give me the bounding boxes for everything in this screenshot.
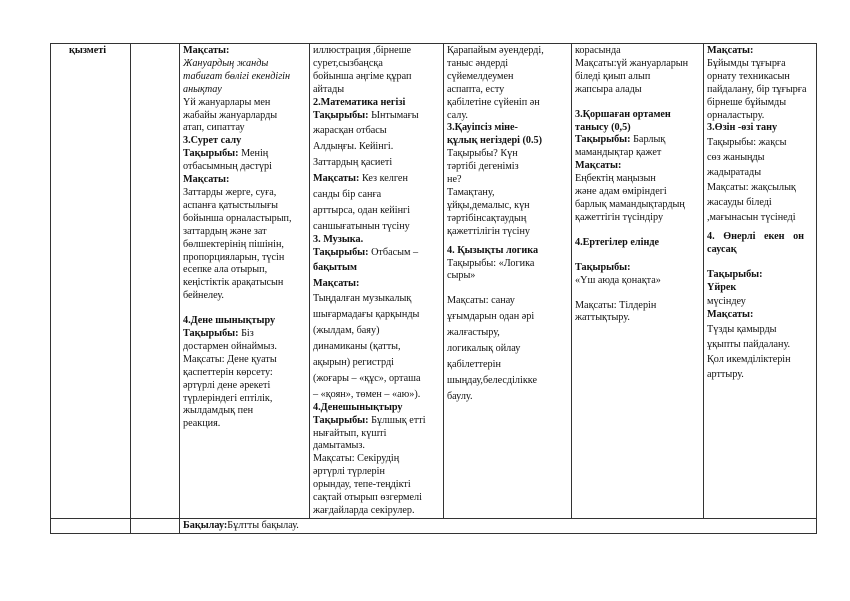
- cell-line: ,мағынасын түсінеді: [707, 211, 796, 223]
- cell-line: Мақсаты: санау: [447, 295, 515, 307]
- cell-line: отбасымның дәстүрі: [183, 161, 272, 173]
- cell-line: иллюстрация ,бірнеше: [313, 45, 412, 56]
- goal-heading: Мақсаты:: [707, 45, 754, 56]
- cell-line: достармен ойнаймыз.: [183, 340, 277, 352]
- cell-line: ұқыпты пайдалану.: [707, 339, 791, 351]
- cell-line: дамытамыз.: [313, 440, 365, 452]
- goal-heading: Мақсаты:: [313, 277, 360, 289]
- cell-line: пайдалану, бір тұғырға: [707, 83, 807, 95]
- cell-line: қаспеттерін көрсету:: [183, 366, 273, 378]
- cell-line: саншығатынын түсіну: [313, 220, 410, 232]
- topic-label: Тақырыбы:: [313, 246, 369, 258]
- subject-heading: 3.Өзін -өзі тану: [707, 122, 778, 134]
- cell-line: мүсіндеу: [707, 296, 746, 308]
- cell-line: бөлшектерінің пішінін,: [183, 238, 284, 250]
- cell-line: – «қоян», төмен – «аю»).: [313, 388, 421, 400]
- cell-line: Жануардың жанды: [183, 57, 269, 69]
- cell-line: баулу.: [447, 390, 473, 402]
- day-cell-1: [180, 44, 310, 519]
- cell-line: түрлеріндегі ептілік,: [183, 392, 273, 404]
- cell-line: сыры»: [447, 270, 476, 282]
- cell-line: пропорцияларын, түсін: [183, 251, 285, 263]
- subject-heading: 4.Дене шынықтыру: [183, 315, 276, 327]
- cell-line: ұйқы,демалыс, күн: [447, 199, 530, 211]
- cell-line: (жоғары – «құс», орташа: [313, 372, 421, 384]
- cell-line: табиғат бөлігі екендігін: [183, 70, 291, 82]
- cell-line: Еңбектің маңызын: [575, 173, 656, 185]
- cell-line: жағдайларда секірулер.: [313, 505, 415, 516]
- goal-value: Кез келген: [359, 173, 408, 185]
- goal-label: Мақсаты:: [313, 173, 360, 185]
- cell-line: аспапта, есту: [447, 83, 505, 95]
- cell-line: біледі қиып алып: [575, 70, 651, 82]
- schedule-table: [50, 43, 817, 534]
- cell-line: сақтай отырып өзгермелі: [313, 492, 422, 504]
- cell-line: Тамақтану,: [447, 186, 495, 198]
- topic-value: Біз: [238, 328, 254, 340]
- cell-line: бойынша әңгіме құрап: [313, 70, 412, 82]
- topic-label: Тақырыбы:: [183, 328, 239, 340]
- row-label-cell: [51, 44, 131, 519]
- empty-cell: [131, 44, 180, 519]
- cell-line: айтады: [313, 83, 345, 95]
- cell-line: қажеттілігін түсіну: [447, 225, 530, 237]
- subject-heading: 3.Сурет салу: [183, 135, 242, 147]
- cell-line: арттыру.: [707, 368, 744, 380]
- cell-line: Тақырыбы: жақсы: [707, 137, 787, 149]
- cell-line: жадыратады: [707, 167, 762, 179]
- cell-line: қабілетіне сүйеніп ән: [447, 96, 540, 108]
- cell-line: Тақырыбы? Күн: [447, 148, 518, 160]
- cell-line: динамиканы (қатты,: [313, 341, 401, 353]
- cell-line: заттардың және зат: [183, 225, 267, 237]
- activity-row: [51, 44, 817, 519]
- cell-line: Заттарды жерге, суға,: [183, 186, 277, 198]
- cell-line: ақырын) регистрді: [313, 357, 394, 369]
- cell-line: орындау, тепе-теңдікті: [313, 479, 411, 491]
- cell-line: Қол икемділіктерін: [707, 354, 791, 366]
- cell-line: анықтау: [183, 83, 222, 95]
- cell-line: жарасқан отбасы: [313, 125, 387, 137]
- observation-text: Бұлтты бақылау.: [227, 519, 299, 531]
- topic-label: Тақырыбы:: [313, 414, 369, 426]
- topic-label: Тақырыбы:: [313, 109, 369, 121]
- observation-row: [51, 518, 817, 533]
- cell-line: Бұйымды тұғырға: [707, 57, 786, 69]
- topic-value: Бұлшық етті: [368, 414, 426, 426]
- cell-line: сурет,сызбаңсқа: [313, 57, 383, 69]
- day-cell-4: [572, 44, 704, 519]
- cell-line: Түзды қамырды: [707, 324, 777, 336]
- cell-line: орнату техникасын: [707, 70, 790, 82]
- cell-line: қажеттігін түсіндіру: [575, 211, 664, 223]
- empty-cell: [51, 518, 131, 533]
- cell-line: таныс әндерді: [447, 57, 509, 69]
- cell-line: реакция.: [183, 418, 221, 430]
- cell-line: орналастыру.: [707, 109, 765, 121]
- cell-line: Тыңдалған музыкалық: [313, 293, 412, 305]
- observation-cell: [180, 518, 817, 533]
- cell-line: бойынша орналастырып,: [183, 212, 292, 224]
- cell-line: логикалық ойлау: [447, 343, 521, 355]
- cell-line: (жылдам, баяу): [313, 325, 380, 337]
- subject-heading: 4. Қызықты логика: [447, 244, 539, 256]
- observation-label: Бақылау:: [183, 519, 228, 531]
- cell-line: жапсыра алады: [575, 83, 642, 95]
- day-cell-5: [704, 44, 817, 519]
- cell-line: «Үш аюда қонақта»: [575, 274, 661, 286]
- cell-line: бірнеше бұйымды: [707, 96, 787, 108]
- topic-value: Үйрек: [707, 281, 737, 293]
- subject-heading: 4. Өнерлі екен он: [707, 230, 805, 242]
- cell-line: жалғастыру,: [447, 327, 500, 339]
- subject-heading: 4.Денешынықтыру: [313, 401, 403, 413]
- subject-heading: 2.Математика негізі: [313, 96, 406, 108]
- cell-line: сөз жаныңды: [707, 152, 765, 164]
- cell-line: Мақсаты:үй жануарларын: [575, 57, 689, 69]
- cell-line: барлық мамандықтардың: [575, 198, 685, 210]
- day-cell-3: [444, 44, 572, 519]
- cell-line: және адам өміріндегі: [575, 186, 667, 198]
- topic-value: Менің: [238, 148, 269, 160]
- subject-heading: 3.Қоршаған ортамен: [575, 108, 671, 120]
- cell-line: Үй жануарлары мен: [183, 96, 271, 108]
- cell-line: есепке ала отырып,: [183, 264, 268, 276]
- subject-heading: танысу (0,5): [575, 121, 631, 133]
- cell-line: ұғымдарын одан әрі: [447, 311, 535, 323]
- goal-heading: Мақсаты:: [183, 45, 230, 56]
- cell-line: бейнелеу.: [183, 290, 224, 302]
- cell-line: қабілеттерін: [447, 358, 501, 370]
- topic-value: Ынтымағы: [368, 109, 419, 121]
- cell-line: жасауды біледі: [707, 196, 772, 208]
- cell-line: сүйемелдеумен: [447, 70, 514, 82]
- topic-label: Тақырыбы:: [183, 148, 239, 160]
- empty-cell: [131, 518, 180, 533]
- topic-value: Барлық: [630, 134, 666, 146]
- cell-line: әртүрлі дене әрекеті: [183, 379, 271, 391]
- cell-line: шыңдау,белесділікке: [447, 374, 537, 386]
- cell-line: Қарапайым әуендерді,: [447, 45, 544, 56]
- cell-line: Мақсаты: Секірудің: [313, 453, 400, 465]
- topic-label: Тақырыбы:: [575, 134, 631, 146]
- cell-line: нығайтып, күшті: [313, 427, 387, 439]
- cell-line: Тақырыбы: «Логика: [447, 257, 535, 269]
- cell-line: жаттықтыру.: [575, 312, 630, 324]
- goal-heading: Мақсаты:: [707, 309, 754, 321]
- subject-heading: 3.Қауіпсіз міне-: [447, 122, 518, 134]
- cell-line: тәртібі дегеніміз: [447, 161, 519, 173]
- cell-line: арттырса, одан кейінгі: [313, 204, 411, 216]
- cell-line: корасында: [575, 45, 621, 56]
- cell-line: жылдамдық пен: [183, 405, 254, 417]
- cell-line: кеңістіктік арақатысын: [183, 277, 284, 289]
- goal-heading: Мақсаты:: [183, 174, 230, 186]
- cell-line: санды бір санға: [313, 189, 382, 201]
- cell-line: Заттардың қасиеті: [313, 157, 393, 169]
- subject-heading: құлық негіздері (0.5): [447, 135, 543, 147]
- cell-line: жабайы жануарларды: [183, 109, 278, 121]
- row-label: қызметі: [69, 45, 107, 56]
- cell-line: не?: [447, 174, 462, 186]
- subject-heading: 4.Ертегілер елінде: [575, 236, 660, 248]
- cell-line: мамандықтар қажет: [575, 147, 662, 159]
- cell-line: Мақсаты: жақсылық: [707, 182, 796, 194]
- cell-line: аспанға қатыстылығы: [183, 199, 278, 211]
- cell-line: әртүрлі түрлерін: [313, 466, 385, 478]
- cell-line: бақытым: [313, 261, 357, 273]
- cell-line: атап, сипаттау: [183, 122, 245, 134]
- topic-label: Тақырыбы:: [575, 261, 631, 273]
- cell-line: шығармадағы қарқынды: [313, 309, 420, 321]
- day-cell-2: [310, 44, 444, 519]
- subject-heading: саусақ: [707, 243, 737, 255]
- cell-line: салу.: [447, 109, 468, 121]
- cell-line: тәртібінсақтаудың: [447, 212, 527, 224]
- cell-line: Мақсаты: Тілдерін: [575, 299, 657, 311]
- cell-line: Алдыңғы. Кейінгі.: [313, 141, 394, 153]
- topic-value: Отбасым –: [368, 246, 419, 258]
- subject-heading: 3. Музыка.: [313, 233, 364, 245]
- goal-heading: Мақсаты:: [575, 160, 622, 172]
- cell-line: Мақсаты: Дене қуаты: [183, 353, 277, 365]
- topic-label: Тақырыбы:: [707, 268, 763, 280]
